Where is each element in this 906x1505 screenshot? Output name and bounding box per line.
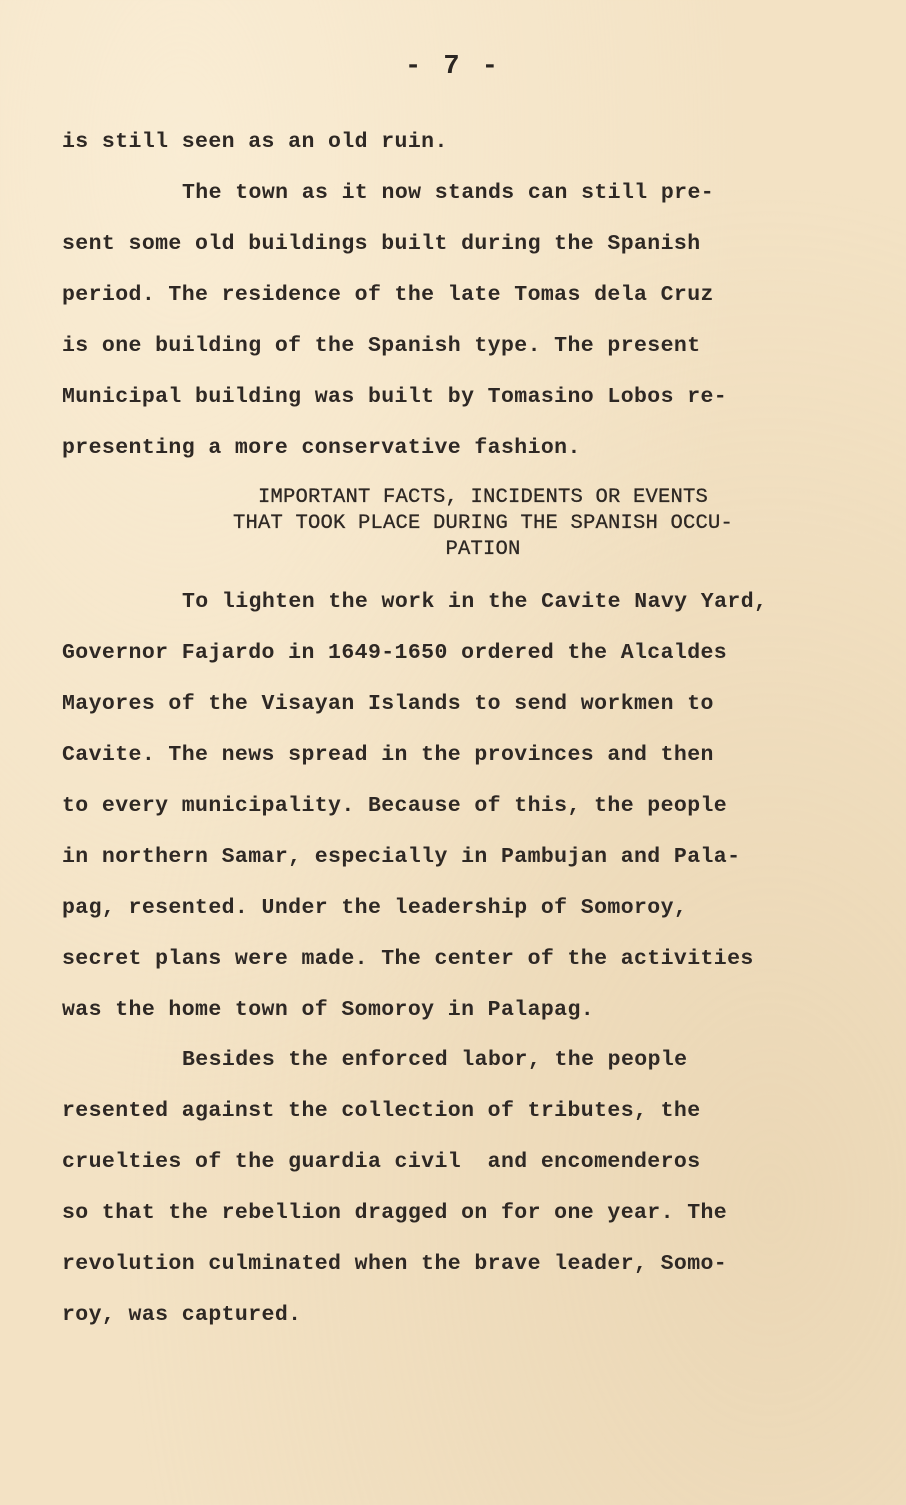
text-line: was the home town of Somoroy in Palapag.: [62, 998, 595, 1022]
text-line: period. The residence of the late Tomas dela Cruz: [62, 283, 714, 307]
section-heading-line: THAT TOOK PLACE DURING THE SPANISH OCCU-: [232, 512, 734, 535]
text-line: so that the rebellion dragged on for one year. The: [62, 1201, 728, 1225]
section-heading-line: PATION: [445, 538, 521, 561]
text-line: cruelties of the guardia civil and encomenderos: [62, 1150, 701, 1174]
text-line: Mayores of the Visayan Islands to send workmen to: [62, 692, 714, 716]
text-line: resented against the collection of tributes, the: [62, 1099, 701, 1123]
text-line: roy, was captured.: [62, 1303, 302, 1327]
text-line: Besides the enforced labor, the people: [182, 1048, 688, 1072]
section-heading-line: IMPORTANT FACTS, INCIDENTS OR EVENTS: [257, 486, 709, 509]
text-line: is still seen as an old ruin.: [62, 130, 448, 154]
text-line: pag, resented. Under the leadership of Somoroy,: [62, 896, 688, 920]
text-line: To lighten the work in the Cavite Navy Yard,: [182, 590, 768, 614]
text-line: is one building of the Spanish type. The present: [62, 334, 701, 358]
text-line: in northern Samar, especially in Pambujan and Pala-: [62, 845, 741, 869]
text-line: The town as it now stands can still pre-: [182, 181, 715, 205]
text-line: Governor Fajardo in 1649-1650 ordered the Alcaldes: [62, 641, 728, 665]
text-line: sent some old buildings built during the Spanish: [62, 232, 701, 256]
text-line: presenting a more conservative fashion.: [62, 436, 581, 460]
page-number: - 7 -: [404, 52, 501, 82]
text-line: Municipal building was built by Tomasino Lobos re-: [62, 385, 728, 409]
text-line: to every municipality. Because of this, the people: [62, 794, 728, 818]
text-line: revolution culminated when the brave leader, Somo-: [62, 1252, 728, 1276]
text-line: Cavite. The news spread in the provinces and then: [62, 743, 714, 767]
text-line: secret plans were made. The center of the activities: [62, 947, 754, 971]
